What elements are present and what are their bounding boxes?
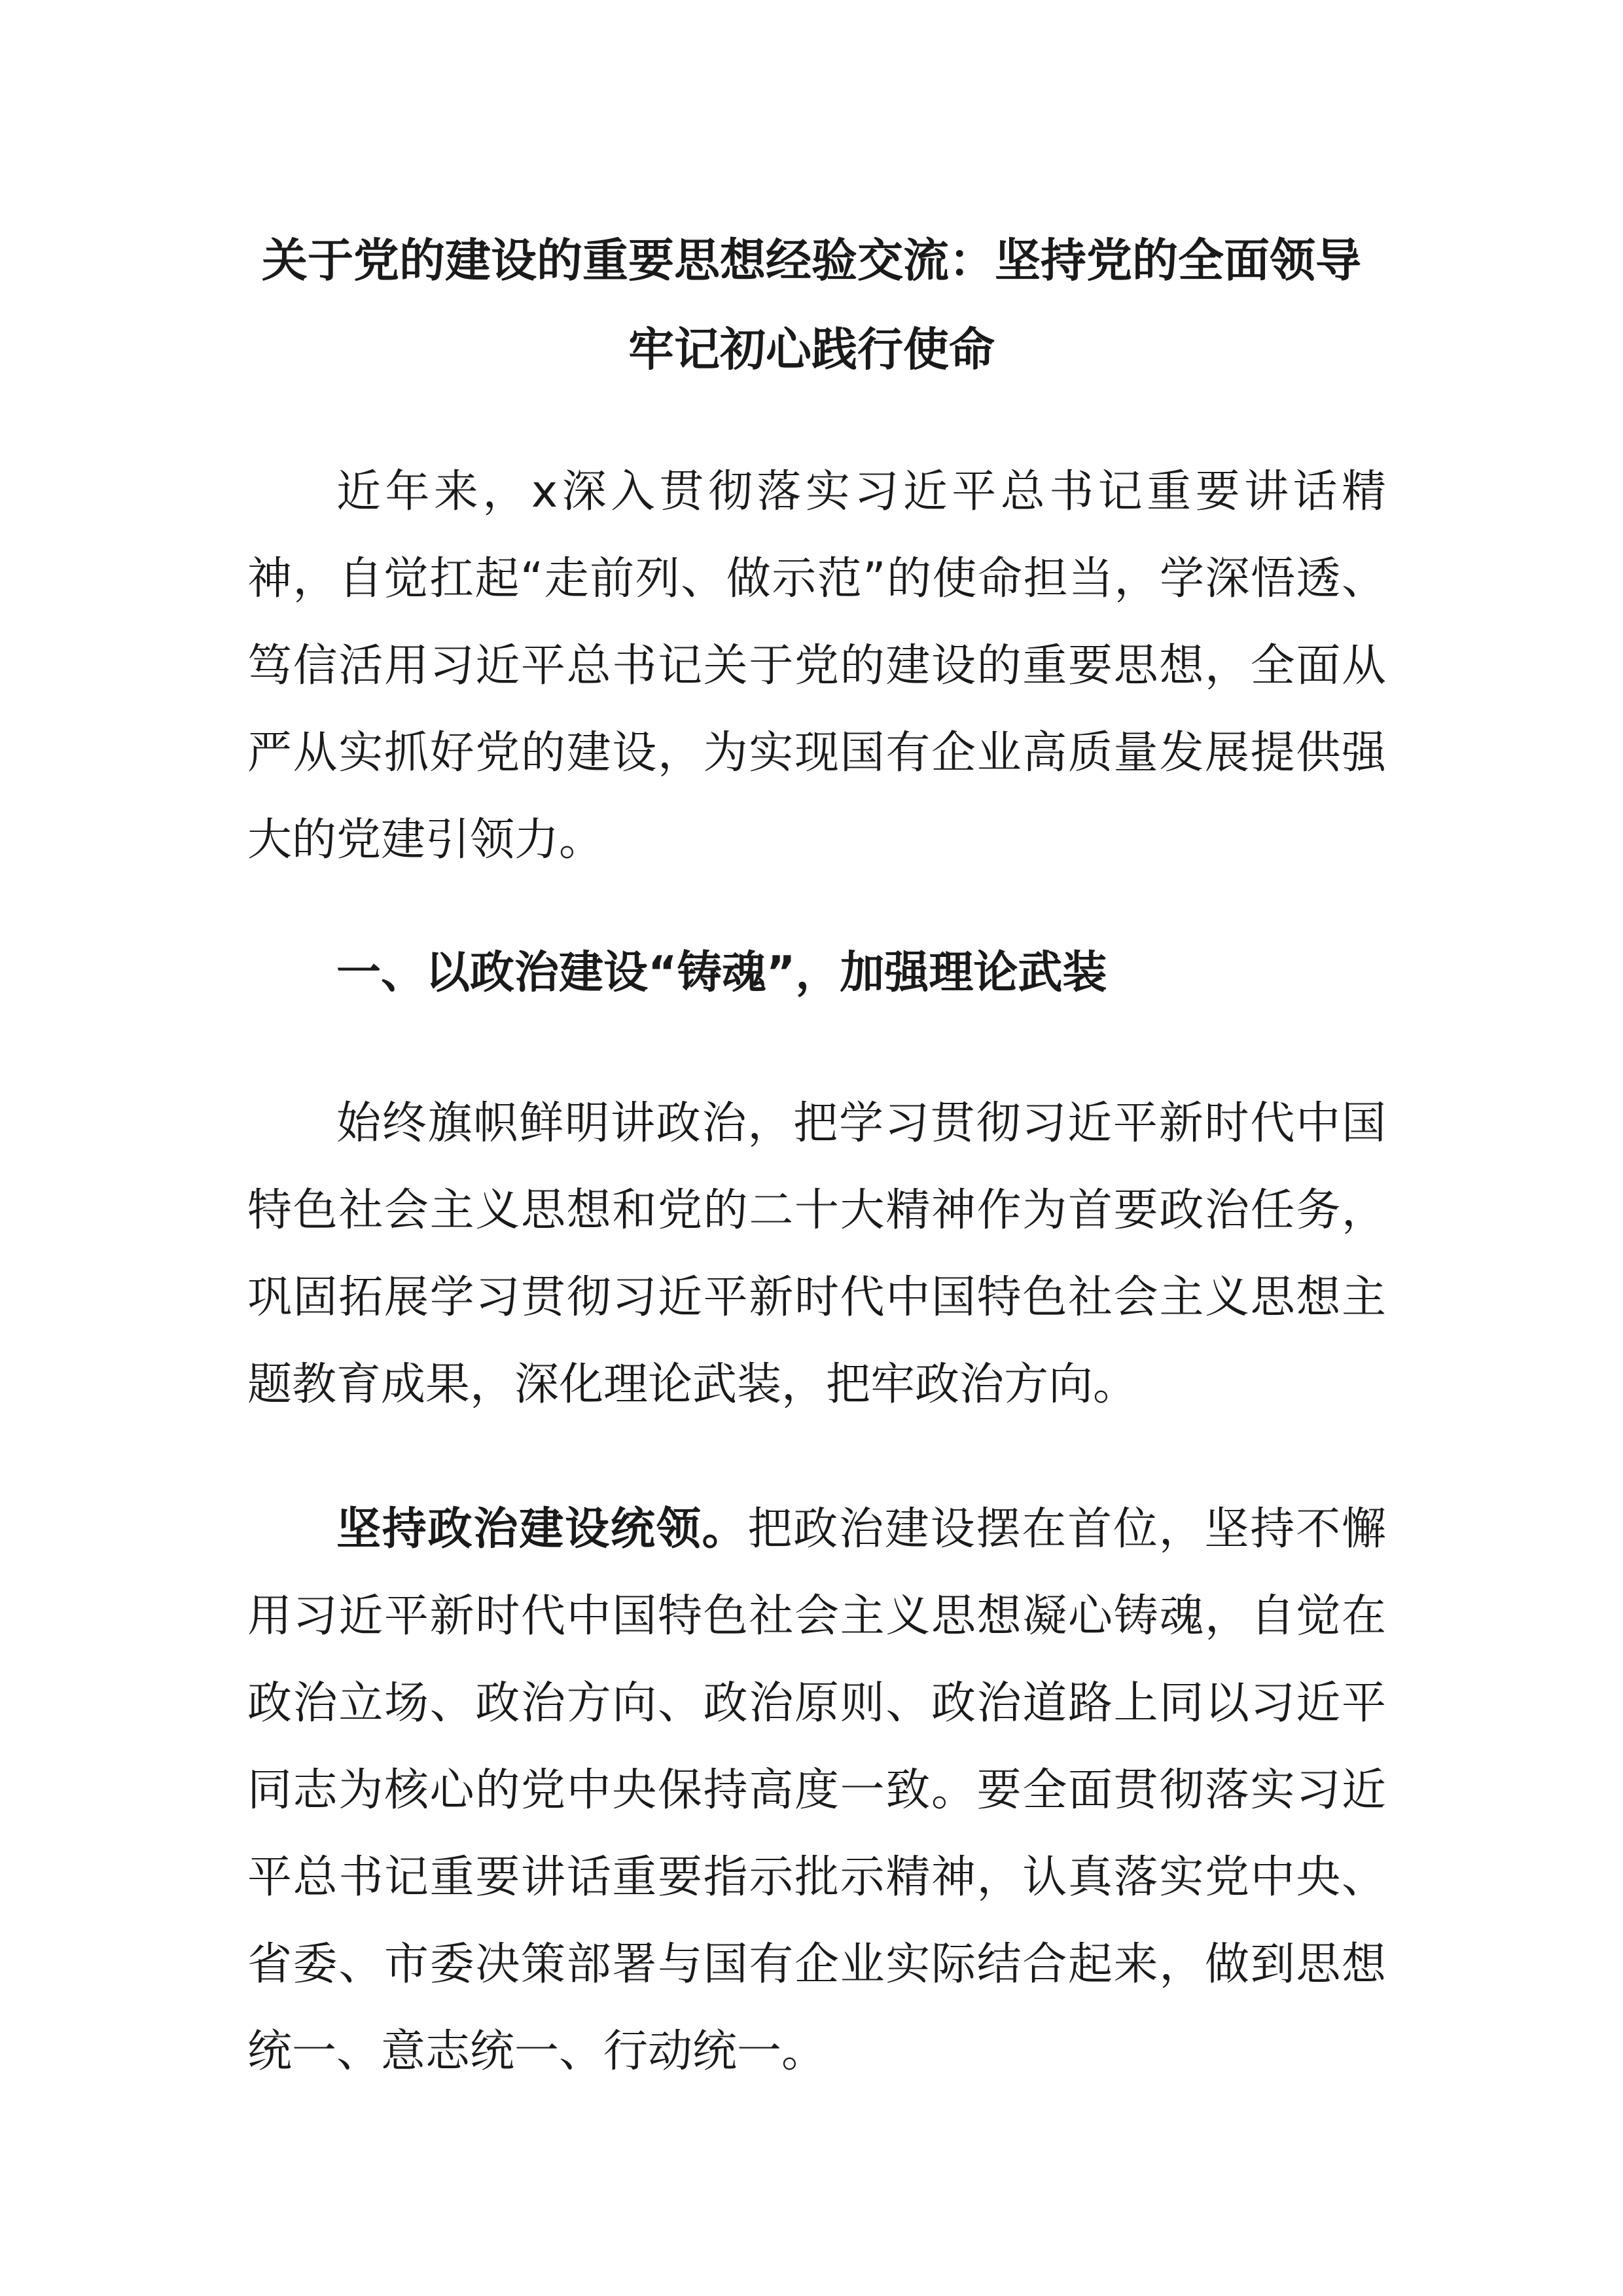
paragraph-intro: 近年来，x深入贯彻落实习近平总书记重要讲话精神，自觉扛起“走前列、做示范”的使命担当，学深悟透、笃信活用习近平总书记关于党的建设的重要思想，全面从严从实抓好党的建设，为实现国有企业高质量发展提供强大的党建引领力。 [247, 466, 1386, 866]
paragraph-lead-phrase: 坚持政治建设统领。 [336, 1503, 748, 1555]
paragraph-section-1: 始终旗帜鲜明讲政治，把学习贯彻习近平新时代中国特色社会主义思想和党的二十大精神作为首要政治任务，巩固拓展学习贯彻习近平新时代中国特色社会主义思想主题教育成果，深化理论武装，把牢政治方向。 [247, 1098, 1386, 1410]
paragraph-political-construction [247, 1486, 1386, 2095]
document-title: 关于党的建设的重要思想经验交流：坚持党的全面领导牢记初心践行使命 [262, 234, 1361, 376]
section-heading-1: 一、以政治建设“铸魂”，加强理论武装 [336, 947, 1107, 999]
paragraph-body: 把政治建设摆在首位，坚持不懈用习近平新时代中国特色社会主义思想凝心铸魂，自觉在政治立场、政治方向、政治原则、政治道路上同以习近平同志为核心的党中央保持高度一致。要全面贯彻落实习近平总书记重要讲话重要指示批示精神，认真落实党中央、省委、市委决策部署与国有企业实际结合起来，做到思想统一、意志统一、行动统一。 [247, 1503, 1386, 2077]
